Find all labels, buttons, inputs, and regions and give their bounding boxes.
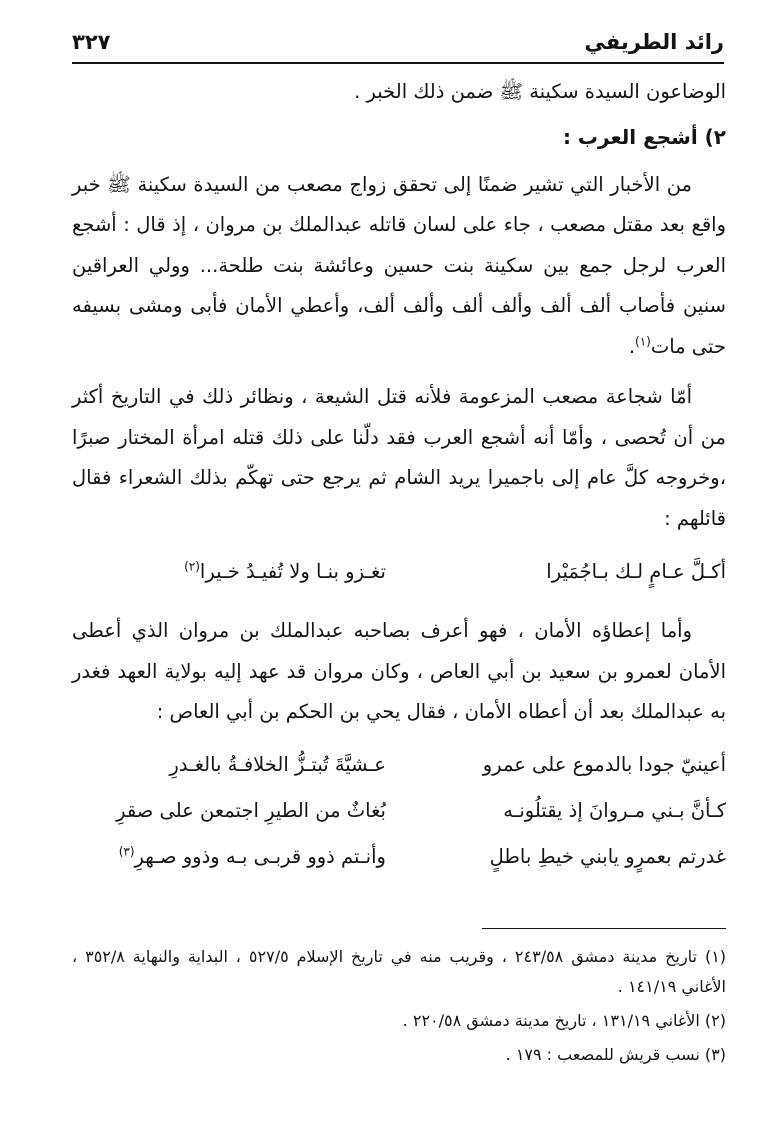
verse-first-hemistich: غدرتم بعمرٍو يابني خيطِ باطلٍ	[489, 845, 726, 869]
verse-line	[72, 835, 726, 881]
verse-first-hemistich: أعينيّ جودا بالدموع على عمرو	[482, 753, 726, 777]
verse-second-text: وأنـتم ذوو قربـى بـه وذوو صـهرِ	[134, 845, 386, 869]
paragraph-1-text: من الأخبار التي تشير ضمنًا إلى تحقق زواج مصعب من السيدة سكينة ﷺ خبر واقع بعد مقتل مصعب ، جاء على لسان قاتله عبدالملك بن مروان ، إذ قال : أشجع العرب لرجل جمع بين سكينة بنت حسين وعائشة بنت طلحة... وولي العراقين سنين فأصاب ألف ألف وألف ألف وألف ألف، وأعطي الأمان فأبى ومشى بسيفه حتى مات	[72, 172, 726, 358]
section-heading: ٢) أشجع العرب :	[562, 124, 726, 149]
verse-second-hemistich: عـشيَّةَ تُبتـزُّ الخلافـةُ بالغـدرِ	[169, 753, 386, 777]
verse-second-hemistich	[72, 552, 386, 593]
verse-line	[72, 743, 726, 789]
page-number: ٣٢٧	[72, 30, 111, 54]
verse-block-1	[72, 549, 726, 595]
verse-second-text: تغـزو بنـا ولا تُفيـدُ خـيرا	[199, 559, 386, 583]
footnote-ref-2[interactable]: (٢)	[184, 559, 200, 574]
verse-second-hemistich: بُغاثٌ من الطيرِ اجتمعن على صقرِ	[116, 799, 386, 823]
running-header	[72, 22, 724, 64]
footnote-separator	[482, 928, 726, 929]
verse-block-2	[72, 743, 726, 881]
verse-line	[72, 549, 726, 595]
opening-line: الوضاعون السيدة سكينة ﷺ ضمن ذلك الخبر .	[354, 80, 726, 103]
footnotes	[72, 942, 726, 1074]
paragraph-1-end: .	[628, 334, 636, 358]
main-text	[72, 72, 726, 881]
footnote-2: (٢) الأغاني ١٣١/١٩ ، تاريخ مدينة دمشق ٢٢٠/٥٨ .	[402, 1011, 726, 1030]
running-title: رائد الطريفي	[584, 30, 724, 54]
paragraph-2: أمّا شجاعة مصعب المزعومة فلأنه قتل الشيعة ، ونظائر ذلك في التاريخ أكثر من أن تُحصى ، وأمّا أنه أشجع العرب فقد دلّنا على ذلك قتله امرأة المختار صبرًا ،وخروجه كلَّ عام إلى باجميرا يريد الشام ثم يرجع حتى تهكّم بذلك الشعراء فقال قائلهم :	[72, 385, 726, 530]
footnote-1: (١) تاريخ مدينة دمشق ٢٤٣/٥٨ ، وقريب منه في تاريخ الإسلام ٥٢٧/٥ ، البداية والنهاية ٣٥٢/٨ ، الأغاني ١٤١/١٩ .	[72, 947, 727, 996]
footnote-ref-3[interactable]: (٣)	[118, 844, 135, 859]
footnote-ref-1[interactable]: (١)	[635, 334, 651, 348]
paragraph-3: وأما إعطاؤه الأمان ، فهو أعرف بصاحبه عبدالملك بن مروان الذي أعطى الأمان لعمرو بن سعيد بن أبي العاص ، وكان مروان قد عهد إليه بولاية العهد فغدر به عبدالملك بعد أن أعطاه الأمان ، فقال يحي بن الحكم بن أبي العاص :	[72, 619, 726, 723]
verse-second-hemistich	[72, 837, 386, 878]
verse-first-hemistich: أكـلَّ عـامٍ لـك بـاجُمَيْرا	[546, 559, 726, 583]
verse-line	[72, 789, 726, 835]
paragraph-1	[72, 165, 726, 368]
footnote-3: (٣) نسب قريش للمصعب : ١٧٩ .	[505, 1045, 726, 1064]
verse-first-hemistich: كـأنَّ بـني مـروانَ إذ يقتلُونـه	[503, 799, 726, 823]
